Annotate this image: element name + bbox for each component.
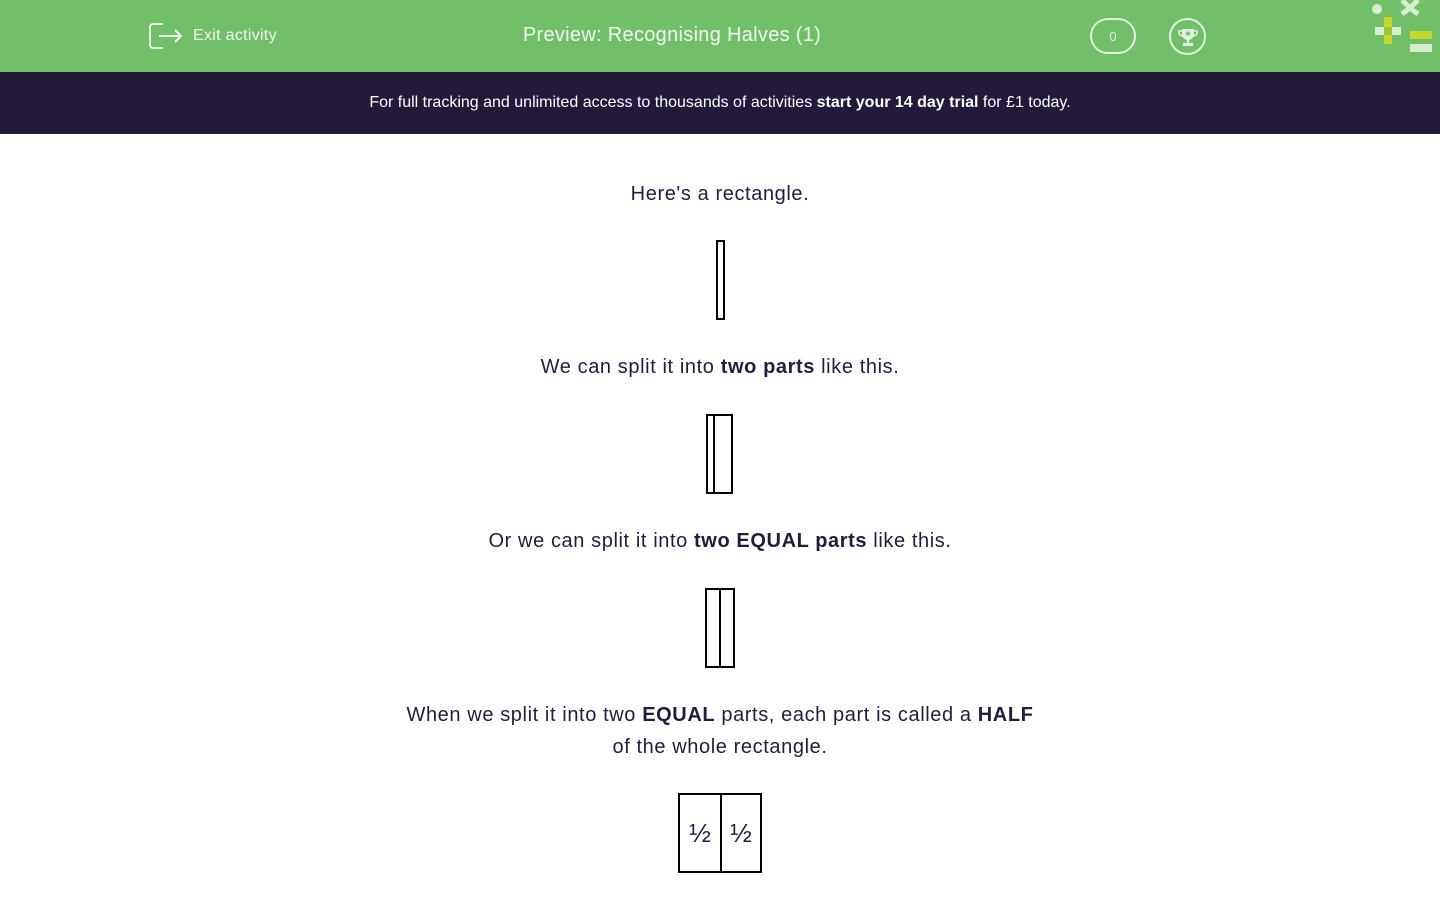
- banner-text-end: for £1 today.: [978, 94, 1071, 111]
- text: like this.: [867, 530, 952, 552]
- text: of the whole rectangle.: [612, 736, 828, 758]
- trophy-icon: [1177, 26, 1199, 48]
- trial-banner[interactable]: [0, 72, 1440, 134]
- top-bar: [0, 0, 1440, 72]
- text: like this.: [814, 356, 900, 378]
- page-title: Preview: Recognising Halves (1): [522, 24, 822, 46]
- bold-text: EQUAL: [642, 704, 716, 726]
- paragraph-3: [0, 525, 1440, 557]
- half-label: ½: [689, 817, 711, 848]
- banner-trial-link[interactable]: start your 14 day trial: [816, 94, 979, 111]
- split-line: [713, 416, 715, 492]
- rectangle-whole: [716, 240, 725, 320]
- text: parts, each part is called a: [715, 704, 978, 726]
- text: When we split it into two: [406, 704, 643, 726]
- trophy-button[interactable]: [1169, 18, 1206, 55]
- score-badge: 0: [1090, 18, 1136, 54]
- bold-text: two parts: [720, 356, 815, 378]
- text: We can split it into: [540, 356, 721, 378]
- paragraph-2: [0, 351, 1440, 383]
- bold-text: two EQUAL parts: [694, 530, 868, 552]
- banner-text: For full tracking and unlimited access to thousands of activities: [369, 94, 817, 111]
- exit-activity-label: Exit activity: [193, 27, 277, 44]
- text: Or we can split it into: [488, 530, 695, 552]
- half-label: ½: [730, 817, 752, 848]
- paragraph-4: [0, 699, 1440, 763]
- rectangle-unequal-split: [706, 414, 733, 494]
- split-line: [719, 590, 721, 666]
- rectangle-equal-split: [705, 588, 735, 668]
- paragraph-1: Here's a rectangle.: [630, 183, 810, 205]
- bold-text: HALF: [977, 704, 1034, 726]
- logo-icon: [1366, 0, 1440, 56]
- rectangle-halves: [678, 793, 762, 873]
